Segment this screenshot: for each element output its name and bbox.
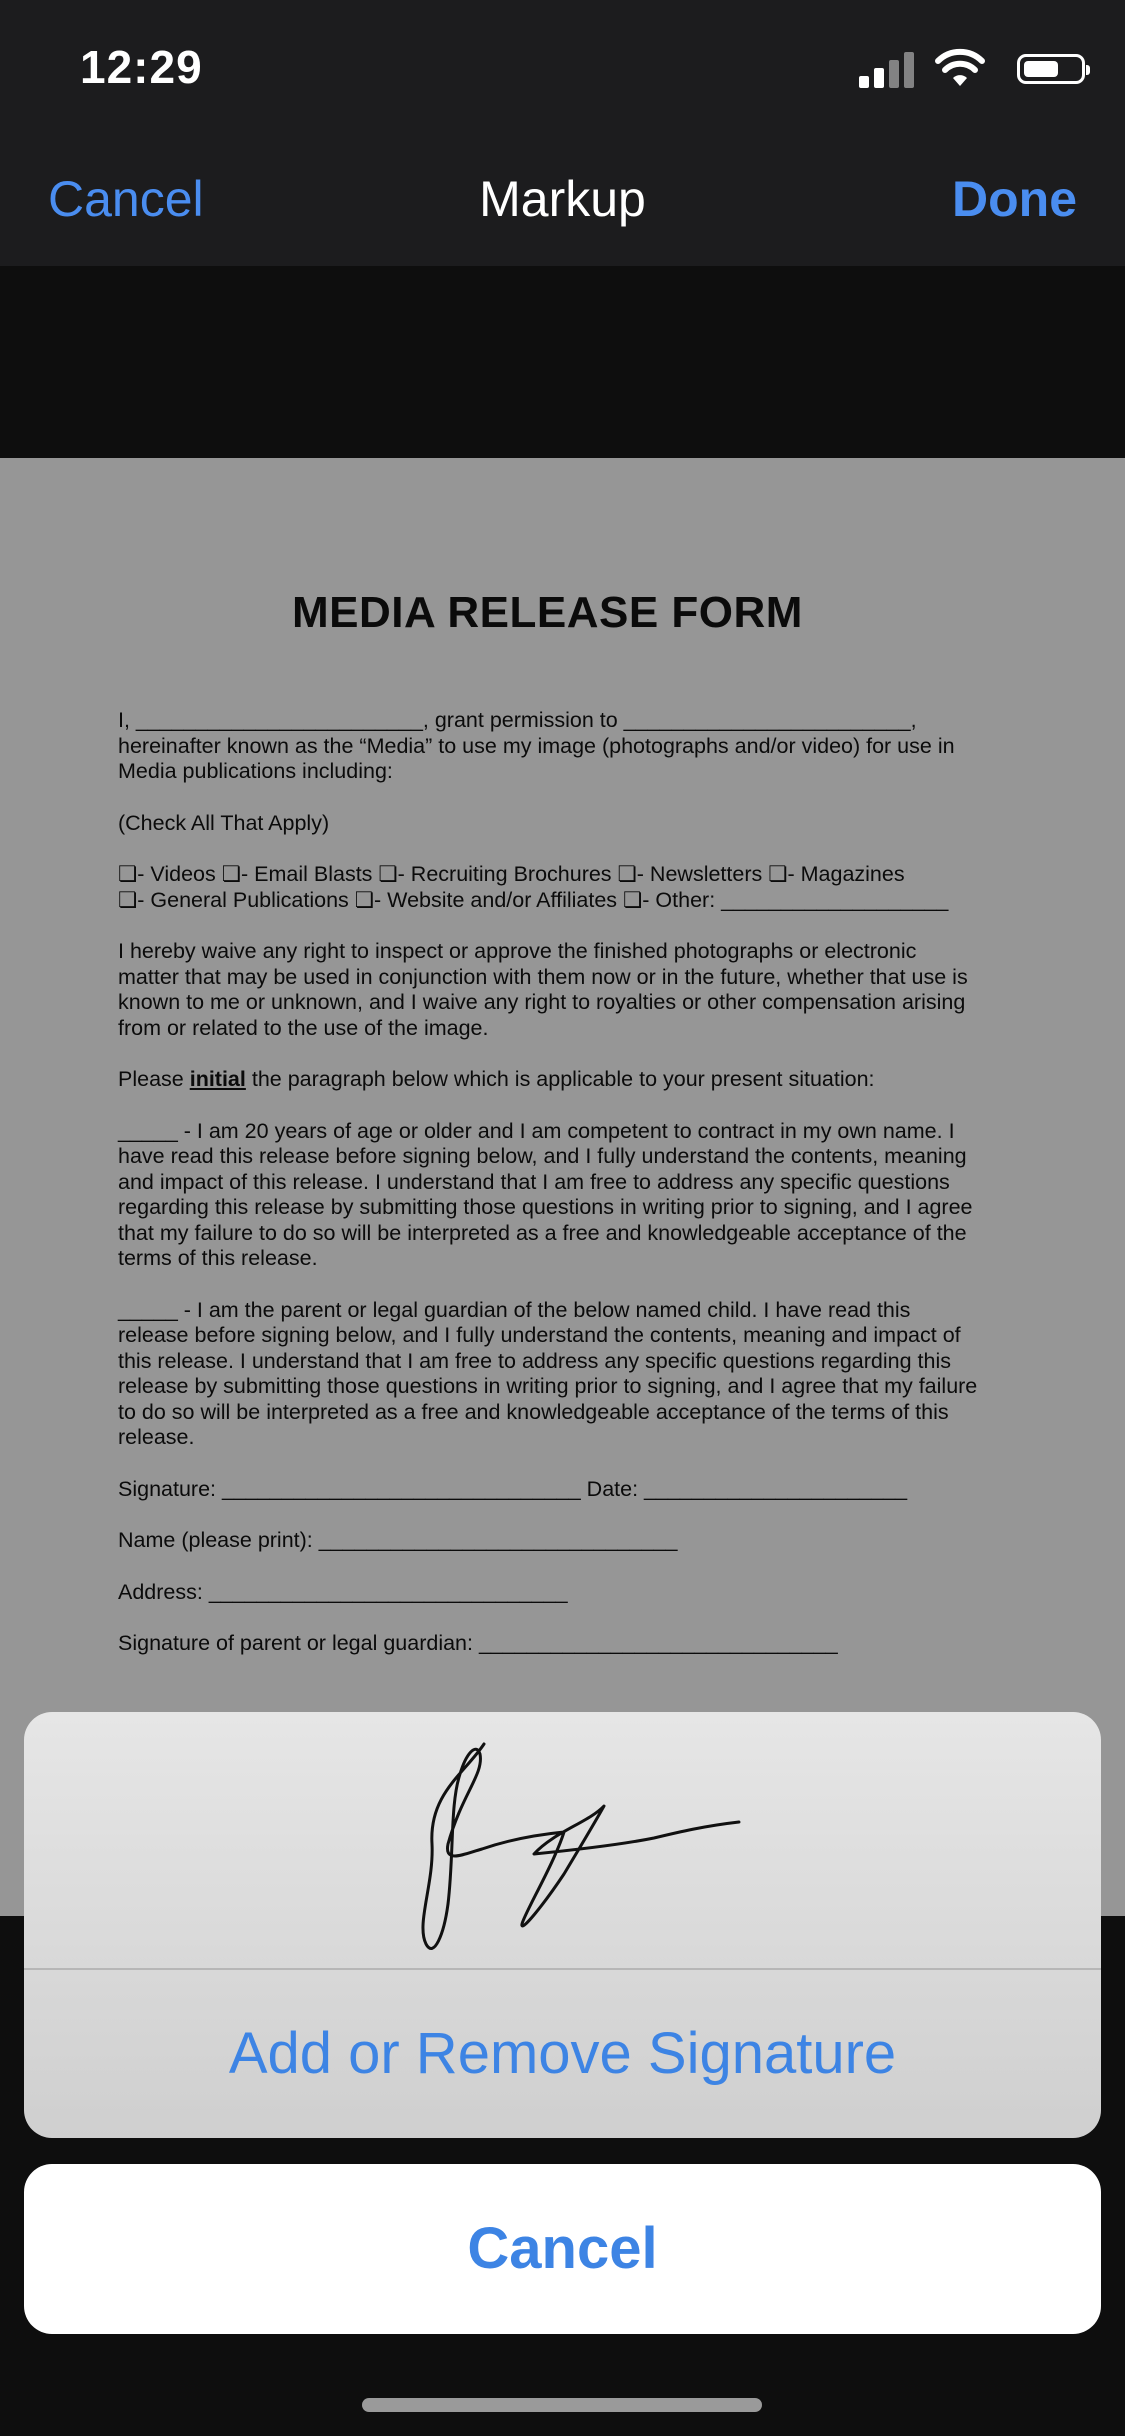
sheet-cancel-button[interactable]: Cancel — [24, 2164, 1101, 2334]
signature-action-sheet — [24, 1712, 1101, 2138]
saved-signature[interactable] — [24, 1712, 1101, 1970]
document-page[interactable] — [0, 458, 1125, 1916]
initial-instruction — [118, 1067, 978, 1093]
address-line: Address: ______________________________ — [118, 1579, 568, 1604]
parent-paragraph: _____ - I am the parent or legal guardian of the below named child. I have read this release before signing below, and I fully understand the contents, meaning and impact of this release. I understand that I am free to address any specific questions regarding this release by submitting those questions in writing prior to signing, and I agree that my failure to do so will be interpreted as a free and knowledgeable acceptance of the terms of this release. — [118, 1297, 978, 1449]
initial-prefix: Please — [118, 1067, 190, 1091]
battery-icon — [1017, 54, 1085, 84]
permission-paragraph: I, ________________________, grant permission to ________________________, hereinafter known as the “Media” to use my image (photographs and/or video) for use in Media publications including: — [118, 708, 955, 783]
document-title: MEDIA RELEASE FORM — [292, 588, 803, 637]
adult-paragraph: _____ - I am 20 years of age or older and I am competent to contract in my own name. I have read this release before signing below, and I fully understand the contents, meaning and impact of this release. I understand that I am free to address any specific questions regarding this release by submitting those questions in writing prior to signing, and I agree that my failure to do so will be interpreted as a free and knowledgeable acceptance of the terms of this release. — [118, 1118, 973, 1270]
media-options-line-2: ❏- General Publications ❏- Website and/or Affiliates ❏- Other: ___________________ — [118, 887, 949, 912]
waiver-paragraph: I hereby waive any right to inspect or approve the finished photographs or electronic matter that may be used in conjunction with them now or in the future, whether that use is known to me or unknown, and I waive any right to royalties or other compensation arising from or related to the use of the image. — [118, 939, 968, 1040]
media-options — [118, 862, 978, 913]
initial-word: initial — [189, 1067, 246, 1091]
cellular-signal-icon — [859, 52, 915, 88]
wifi-icon — [935, 48, 985, 88]
markup-navbar — [0, 136, 1125, 267]
initial-suffix: the paragraph below which is applicable to your present situation: — [245, 1067, 875, 1091]
status-time: 12:29 — [80, 41, 203, 93]
home-indicator[interactable] — [362, 2398, 762, 2412]
check-all-label: (Check All That Apply) — [118, 810, 330, 835]
media-options-line-1: ❏- Videos ❏- Email Blasts ❏- Recruiting Brochures ❏- Newsletters ❏- Magazines — [118, 862, 905, 886]
cancel-button[interactable]: Cancel — [48, 171, 204, 227]
status-bar — [0, 0, 1125, 136]
status-icons — [845, 48, 1085, 88]
page-title: Markup — [479, 171, 646, 227]
document-body — [118, 708, 978, 1683]
name-line: Name (please print): ______________________________ — [118, 1528, 678, 1552]
done-button[interactable]: Done — [952, 171, 1077, 227]
signature-drawing — [404, 1734, 744, 1964]
signature-line: Signature: ______________________________ Date: ______________________ — [118, 1476, 908, 1501]
parent-signature-line: Signature of parent or legal guardian: ______________________________ — [118, 1631, 838, 1655]
add-remove-signature-button[interactable]: Add or Remove Signature — [228, 2021, 897, 2086]
